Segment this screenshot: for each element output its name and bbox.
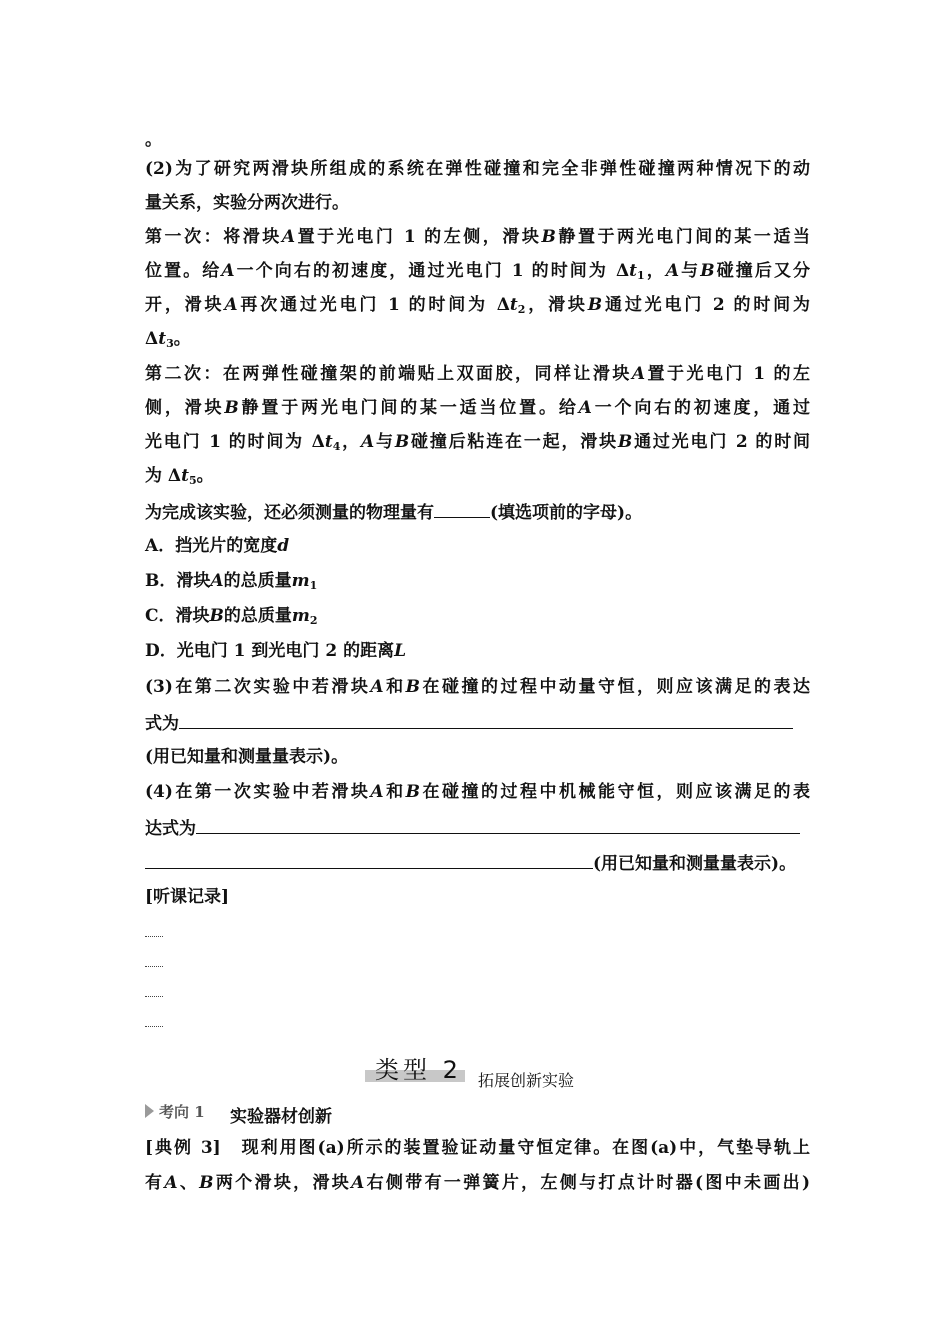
text: 为 Δ bbox=[145, 466, 182, 486]
var: B bbox=[224, 398, 239, 418]
subscript: 1 bbox=[309, 579, 318, 592]
topic-number: 考向 1 bbox=[159, 1103, 205, 1121]
text: Δ bbox=[145, 329, 159, 349]
subscript: 2 bbox=[309, 614, 318, 627]
text-line bbox=[145, 710, 810, 736]
text: 式为 bbox=[145, 714, 179, 734]
text: (3)在第二次实验中若滑块 bbox=[145, 677, 371, 697]
text: 置于光电门 1 的左侧，滑块 bbox=[295, 227, 542, 247]
text: 与 bbox=[374, 432, 395, 452]
text: [典例 3] 现利用图(a)所示的装置验证动量守恒定律。在图(a)中，气垫导轨上 bbox=[145, 1138, 810, 1158]
var: A bbox=[370, 782, 384, 802]
text-line bbox=[145, 327, 810, 351]
subscript: 4 bbox=[332, 440, 341, 453]
text: 两个滑块，滑块 bbox=[213, 1173, 352, 1193]
var: A bbox=[361, 432, 375, 452]
banner-title: 类型 2 bbox=[375, 1056, 462, 1084]
var: B bbox=[209, 606, 224, 626]
text: 量关系，实验分两次进行。 bbox=[145, 193, 349, 213]
text: 通过光电门 2 的时间为 bbox=[602, 295, 811, 315]
var: A bbox=[164, 1173, 178, 1193]
text: 第一次：将滑块 bbox=[145, 227, 282, 247]
text: 和 bbox=[383, 782, 406, 802]
subscript: 5 bbox=[188, 474, 197, 487]
text: (用已知量和测量量表示)。 bbox=[593, 854, 797, 874]
var: A bbox=[210, 571, 224, 591]
text-line bbox=[145, 191, 810, 215]
text-line bbox=[145, 157, 810, 181]
answer-blank[interactable] bbox=[196, 815, 800, 834]
option-a bbox=[145, 534, 810, 558]
text: [听课记录] bbox=[145, 887, 230, 907]
text: (2)为了研究两滑块所组成的系统在弹性碰撞和完全非弹性碰撞两种情况下的动 bbox=[145, 159, 810, 179]
text: 为完成该实验，还必须测量的物理量有 bbox=[145, 503, 434, 523]
text: 。 bbox=[145, 130, 162, 150]
text-line bbox=[145, 225, 810, 249]
text: 的总质量 bbox=[223, 606, 292, 626]
text: 一个向右的初速度，通过 bbox=[591, 398, 811, 418]
text: 。 bbox=[196, 466, 214, 486]
option-b bbox=[145, 569, 810, 593]
var: A bbox=[665, 261, 680, 281]
text: 侧，滑块 bbox=[145, 398, 225, 418]
text-line bbox=[145, 362, 810, 386]
option-d bbox=[145, 639, 810, 663]
text: A．挡光片的宽度 bbox=[145, 536, 278, 556]
answer-blank[interactable] bbox=[145, 850, 593, 869]
var: A bbox=[631, 364, 646, 384]
text-line bbox=[145, 464, 810, 488]
text: 在碰撞的过程中动量守恒，则应该满足的表达 bbox=[420, 677, 810, 697]
text-line bbox=[145, 430, 810, 454]
text: 一个向右的初速度，通过光电门 1 的时间为 Δ bbox=[234, 261, 630, 281]
text-line bbox=[145, 293, 810, 317]
text: C．滑块 bbox=[145, 606, 210, 626]
text-line bbox=[145, 780, 810, 804]
text: ， bbox=[340, 432, 361, 452]
text: 和 bbox=[383, 677, 406, 697]
text: 。 bbox=[173, 329, 191, 349]
triangle-icon bbox=[145, 1104, 154, 1118]
text: 再次通过光电门 1 的时间为 Δ bbox=[237, 295, 510, 315]
var: A bbox=[578, 398, 592, 418]
var: t bbox=[629, 261, 638, 281]
text: 在碰撞的过程中机械能守恒，则应该满足的表 bbox=[420, 782, 810, 802]
text: 有 bbox=[145, 1173, 165, 1193]
answer-blank[interactable] bbox=[434, 499, 490, 518]
var: B bbox=[617, 432, 633, 452]
var: A bbox=[351, 1173, 365, 1193]
text: (填选项前的字母)。 bbox=[490, 503, 643, 523]
text: 与 bbox=[679, 261, 701, 281]
text: 光电门 1 的时间为 Δ bbox=[145, 432, 325, 452]
text-line bbox=[145, 128, 810, 152]
var: A bbox=[281, 227, 296, 247]
var: A bbox=[221, 261, 235, 281]
var: A bbox=[370, 677, 384, 697]
var: B bbox=[587, 295, 603, 315]
var: B bbox=[405, 782, 420, 802]
var: t bbox=[324, 432, 333, 452]
text: B．滑块 bbox=[145, 571, 211, 591]
var: B bbox=[199, 1173, 214, 1193]
var: B bbox=[700, 261, 715, 281]
text-line bbox=[145, 396, 810, 420]
section-banner bbox=[365, 1048, 465, 1084]
text-line bbox=[145, 850, 810, 876]
var: B bbox=[394, 432, 410, 452]
text: 置于光电门 1 的左 bbox=[645, 364, 810, 384]
var: t bbox=[509, 295, 518, 315]
question-line bbox=[145, 499, 810, 525]
text: 右侧带有一弹簧片，左侧与打点计时器(图中未画出) bbox=[364, 1173, 811, 1193]
var: L bbox=[394, 641, 407, 661]
section-subtitle: 拓展创新实验 bbox=[478, 1071, 575, 1090]
subscript: 3 bbox=[166, 337, 174, 350]
text: 、 bbox=[177, 1173, 200, 1193]
var: A bbox=[224, 295, 238, 315]
text: 第二次：在两弹性碰撞架的前端贴上双面胶，同样让滑块 bbox=[145, 364, 632, 384]
text-line bbox=[145, 675, 810, 699]
text: 通过光电门 2 的时间 bbox=[632, 432, 811, 452]
note-line[interactable] bbox=[145, 934, 163, 937]
text: 位置。给 bbox=[145, 261, 222, 281]
text: ， bbox=[644, 261, 666, 281]
subscript: 1 bbox=[637, 269, 645, 282]
var: B bbox=[405, 677, 420, 697]
subscript: 2 bbox=[517, 303, 526, 316]
text-line bbox=[145, 1136, 810, 1160]
text: 开，滑块 bbox=[145, 295, 225, 315]
text: 静置于两光电门间的某一适当 bbox=[555, 227, 811, 247]
text: (用已知量和测量量表示)。 bbox=[145, 747, 349, 767]
var: t bbox=[158, 329, 167, 349]
text-line bbox=[145, 745, 810, 769]
text: 的总质量 bbox=[223, 571, 292, 591]
text-line bbox=[145, 259, 810, 283]
note-line[interactable] bbox=[145, 994, 163, 997]
var: d bbox=[277, 536, 290, 556]
topic-title: 实验器材创新 bbox=[230, 1107, 332, 1127]
text-line bbox=[145, 815, 810, 841]
var: t bbox=[181, 466, 189, 486]
text-line bbox=[145, 1171, 810, 1195]
text: ，滑块 bbox=[525, 295, 588, 315]
note-line[interactable] bbox=[145, 964, 163, 967]
text: 碰撞后又分 bbox=[714, 261, 811, 281]
text: D．光电门 1 到光电门 2 的距离 bbox=[145, 641, 395, 661]
text: (4)在第一次实验中若滑块 bbox=[145, 782, 371, 802]
var: m bbox=[291, 606, 310, 626]
answer-blank[interactable] bbox=[179, 710, 793, 729]
text: 达式为 bbox=[145, 819, 196, 839]
var: B bbox=[541, 227, 556, 247]
note-line[interactable] bbox=[145, 1024, 163, 1027]
var: m bbox=[291, 571, 310, 591]
option-c bbox=[145, 604, 810, 628]
text: 静置于两光电门间的某一适当位置。给 bbox=[238, 398, 579, 418]
notes-heading bbox=[145, 885, 810, 909]
text: 碰撞后粘连在一起，滑块 bbox=[409, 432, 618, 452]
